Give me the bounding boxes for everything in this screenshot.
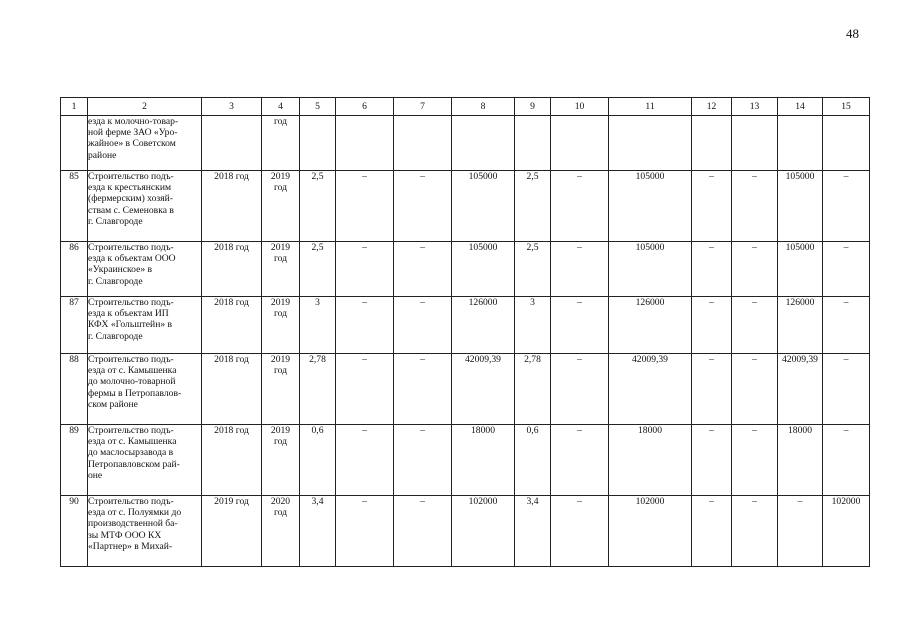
value-cell-7: –: [394, 171, 452, 242]
object-name-line: г. Славгороде: [88, 330, 143, 342]
value-cell-7: [394, 116, 452, 171]
value-cell-5: 3: [300, 297, 336, 354]
value-cell-9: 2,5: [515, 242, 551, 297]
value-cell-13: [732, 116, 778, 171]
object-name-line: «Украинское» в: [88, 264, 153, 276]
row-number-cell: [61, 116, 88, 171]
table-row: [61, 242, 870, 297]
value-cell-8: 126000: [452, 297, 515, 354]
start-year-cell: 2018 год: [202, 425, 262, 496]
value-cell-12: –: [692, 425, 732, 496]
start-year-cell: 2018 год: [202, 242, 262, 297]
value-cell-13: –: [732, 242, 778, 297]
value-cell-9: 2,5: [515, 171, 551, 242]
end-year-cell: [262, 242, 300, 297]
object-name-line: КФХ «Гольштейн» в: [88, 319, 173, 331]
column-header-5: 5: [300, 98, 336, 116]
object-name-line: г. Славгороде: [88, 215, 143, 227]
object-name-line: Строительство подъ-: [88, 171, 174, 182]
row-number-cell: 88: [61, 354, 88, 425]
end-year-line: 2019: [270, 242, 291, 253]
column-header-7: 7: [394, 98, 452, 116]
end-year-line: 2019: [270, 354, 291, 365]
value-cell-6: –: [336, 496, 394, 567]
value-cell-8: [452, 116, 515, 171]
object-name-cell: [88, 425, 202, 496]
value-cell-14: –: [778, 496, 823, 567]
value-cell-5: 0,6: [300, 425, 336, 496]
object-name-line: Строительство подъ-: [88, 242, 174, 253]
object-name-line: Строительство подъ-: [88, 496, 174, 507]
end-year-line: год: [273, 116, 288, 127]
value-cell-7: –: [394, 354, 452, 425]
object-name-line: ной ферме ЗАО «Уро-: [88, 127, 178, 139]
object-name-cell: [88, 354, 202, 425]
end-year-line: 2019: [270, 297, 291, 308]
value-cell-6: –: [336, 425, 394, 496]
object-name-cell: [88, 242, 202, 297]
value-cell-14: 18000: [778, 425, 823, 496]
end-year-line: год: [273, 365, 288, 377]
column-header-11: 11: [609, 98, 692, 116]
value-cell-5: 2,5: [300, 242, 336, 297]
value-cell-6: –: [336, 354, 394, 425]
value-cell-11: 42009,39: [609, 354, 692, 425]
value-cell-11: 105000: [609, 242, 692, 297]
value-cell-11: [609, 116, 692, 171]
column-header-6: 6: [336, 98, 394, 116]
value-cell-8: 105000: [452, 171, 515, 242]
value-cell-12: –: [692, 354, 732, 425]
value-cell-15: [823, 116, 870, 171]
value-cell-12: –: [692, 242, 732, 297]
column-header-13: 13: [732, 98, 778, 116]
end-year-cell: [262, 425, 300, 496]
value-cell-14: 42009,39: [778, 354, 823, 425]
end-year-line: год: [273, 507, 288, 519]
value-cell-15: –: [823, 425, 870, 496]
table-row: [61, 354, 870, 425]
value-cell-12: –: [692, 297, 732, 354]
start-year-cell: 2018 год: [202, 171, 262, 242]
value-cell-8: 18000: [452, 425, 515, 496]
value-cell-8: 42009,39: [452, 354, 515, 425]
object-name-line: Петропавловском рай-: [88, 458, 180, 470]
object-name-line: Строительство подъ-: [88, 354, 174, 365]
value-cell-14: 105000: [778, 242, 823, 297]
row-number-cell: 86: [61, 242, 88, 297]
value-cell-11: 105000: [609, 171, 692, 242]
value-cell-10: –: [551, 297, 609, 354]
column-header-15: 15: [823, 98, 870, 116]
object-name-line: жайное» в Советском: [88, 138, 176, 150]
value-cell-5: [300, 116, 336, 171]
object-name-line: езда от с. Полуямки до: [88, 507, 182, 519]
value-cell-14: 105000: [778, 171, 823, 242]
value-cell-11: 126000: [609, 297, 692, 354]
value-cell-11: 18000: [609, 425, 692, 496]
column-header-9: 9: [515, 98, 551, 116]
column-header-1: 1: [61, 98, 88, 116]
object-name-line: районе: [88, 149, 117, 161]
value-cell-5: 3,4: [300, 496, 336, 567]
object-name-line: езда к объектам ИП: [88, 308, 169, 320]
end-year-line: год: [273, 182, 288, 194]
object-name-line: «Партнер» в Михай-: [88, 540, 173, 552]
table-row: [61, 297, 870, 354]
value-cell-6: –: [336, 297, 394, 354]
value-cell-15: 102000: [823, 496, 870, 567]
object-name-line: ствам с. Семеновка в: [88, 204, 174, 216]
value-cell-13: –: [732, 297, 778, 354]
value-cell-7: –: [394, 425, 452, 496]
table-row: [61, 425, 870, 496]
value-cell-8: 105000: [452, 242, 515, 297]
value-cell-6: [336, 116, 394, 171]
value-cell-9: [515, 116, 551, 171]
start-year-cell: 2019 год: [202, 496, 262, 567]
value-cell-10: –: [551, 242, 609, 297]
object-name-line: Строительство подъ-: [88, 297, 174, 308]
column-header-3: 3: [202, 98, 262, 116]
value-cell-14: [778, 116, 823, 171]
end-year-cell: [262, 297, 300, 354]
row-number-cell: 90: [61, 496, 88, 567]
value-cell-10: –: [551, 425, 609, 496]
value-cell-11: 102000: [609, 496, 692, 567]
value-cell-10: –: [551, 171, 609, 242]
value-cell-13: –: [732, 496, 778, 567]
value-cell-10: [551, 116, 609, 171]
object-name-cell: [88, 297, 202, 354]
row-number-cell: 89: [61, 425, 88, 496]
start-year-cell: 2018 год: [202, 297, 262, 354]
column-header-14: 14: [778, 98, 823, 116]
value-cell-10: –: [551, 354, 609, 425]
end-year-cell: [262, 496, 300, 567]
column-header-12: 12: [692, 98, 732, 116]
value-cell-14: 126000: [778, 297, 823, 354]
object-name-line: езда от с. Камышенка: [88, 365, 177, 377]
value-cell-5: 2,5: [300, 171, 336, 242]
value-cell-7: –: [394, 496, 452, 567]
table-row: [61, 496, 870, 567]
object-name-cell: [88, 496, 202, 567]
program-table: [60, 97, 870, 567]
end-year-cell: [262, 116, 300, 171]
end-year-cell: [262, 354, 300, 425]
value-cell-6: –: [336, 171, 394, 242]
object-name-cell: [88, 116, 202, 171]
value-cell-9: 2,78: [515, 354, 551, 425]
table-row: [61, 116, 870, 171]
value-cell-7: –: [394, 242, 452, 297]
object-name-cell: [88, 171, 202, 242]
object-name-line: г. Славгороде: [88, 275, 143, 287]
page-number: 48: [846, 26, 859, 41]
start-year-cell: [202, 116, 262, 171]
value-cell-5: 2,78: [300, 354, 336, 425]
row-number-cell: 85: [61, 171, 88, 242]
end-year-line: 2019: [270, 425, 291, 436]
object-name-line: езда к объектам ООО: [88, 253, 176, 265]
value-cell-15: –: [823, 297, 870, 354]
object-name-line: до маслосырзавода в: [88, 447, 174, 459]
object-name-line: (фермерским) хозяй-: [88, 193, 173, 205]
column-header-2: 2: [88, 98, 202, 116]
end-year-line: 2019: [270, 171, 291, 182]
value-cell-8: 102000: [452, 496, 515, 567]
value-cell-12: [692, 116, 732, 171]
value-cell-12: –: [692, 171, 732, 242]
column-header-10: 10: [551, 98, 609, 116]
value-cell-9: 3,4: [515, 496, 551, 567]
value-cell-6: –: [336, 242, 394, 297]
table-row: [61, 171, 870, 242]
end-year-line: 2020: [270, 496, 291, 507]
start-year-cell: 2018 год: [202, 354, 262, 425]
value-cell-13: –: [732, 425, 778, 496]
end-year-cell: [262, 171, 300, 242]
object-name-line: производственной ба-: [88, 518, 178, 530]
header-row: [61, 98, 870, 116]
end-year-line: год: [273, 308, 288, 320]
object-name-line: Строительство подъ-: [88, 425, 174, 436]
end-year-line: год: [273, 253, 288, 265]
object-name-line: зы МТФ ООО КХ: [88, 529, 162, 541]
value-cell-9: 0,6: [515, 425, 551, 496]
object-name-line: езда от с. Камышенка: [88, 436, 177, 448]
value-cell-9: 3: [515, 297, 551, 354]
value-cell-10: –: [551, 496, 609, 567]
object-name-line: езда к молочно-товар-: [88, 116, 179, 127]
value-cell-13: –: [732, 171, 778, 242]
object-name-line: ском районе: [88, 398, 138, 410]
end-year-line: год: [273, 436, 288, 448]
row-number-cell: 87: [61, 297, 88, 354]
object-name-line: до молочно-товарной: [88, 376, 176, 388]
value-cell-15: –: [823, 354, 870, 425]
value-cell-12: –: [692, 496, 732, 567]
object-name-line: езда к крестьянским: [88, 182, 172, 194]
column-header-4: 4: [262, 98, 300, 116]
object-name-line: оне: [88, 469, 103, 481]
column-header-8: 8: [452, 98, 515, 116]
value-cell-13: –: [732, 354, 778, 425]
value-cell-15: –: [823, 171, 870, 242]
table-body: [61, 116, 870, 567]
value-cell-15: –: [823, 242, 870, 297]
object-name-line: фермы в Петропавлов-: [88, 387, 182, 399]
value-cell-7: –: [394, 297, 452, 354]
